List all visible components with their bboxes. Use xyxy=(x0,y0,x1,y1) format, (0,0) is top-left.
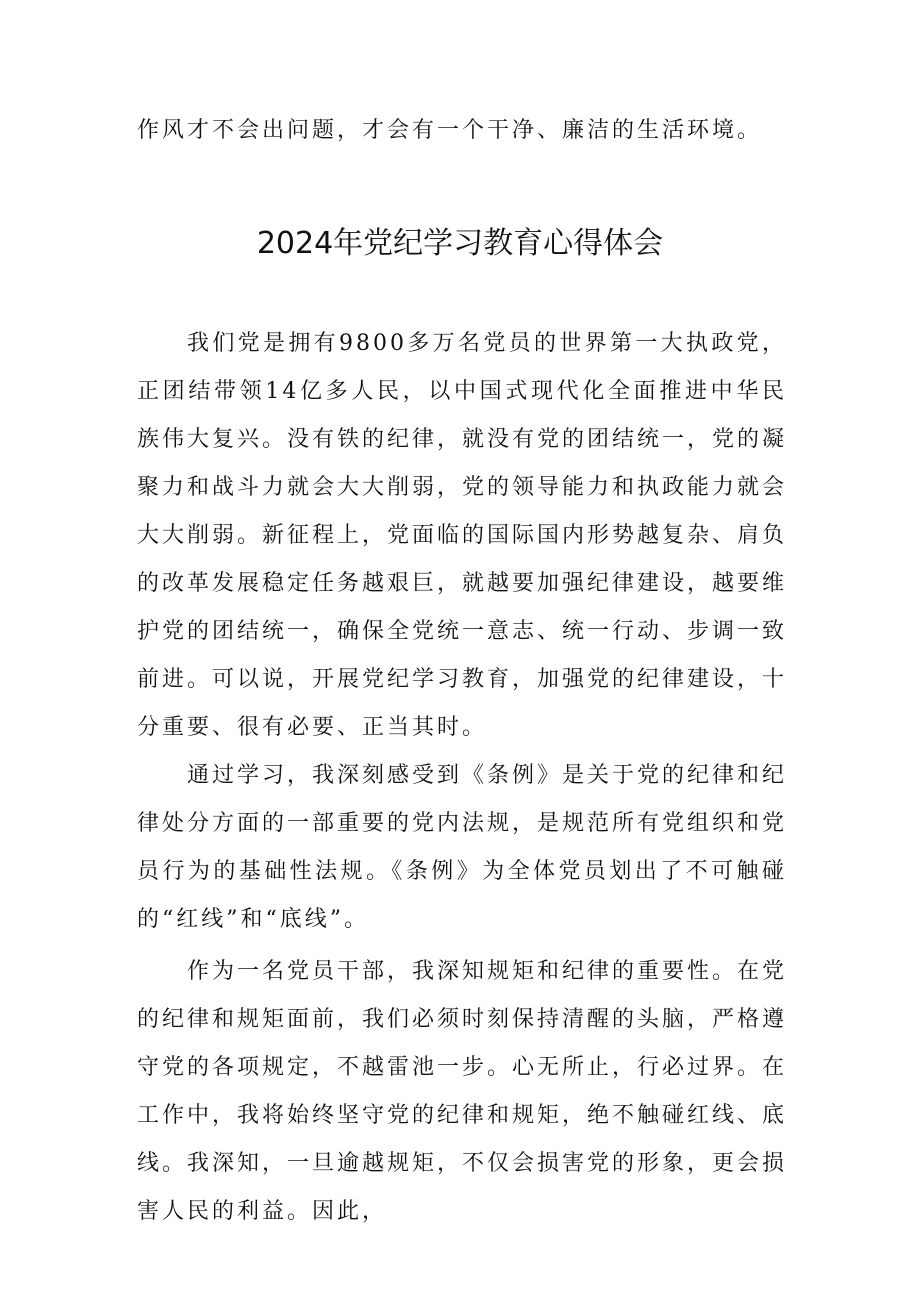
paragraph-1: 我们党是拥有9800多万名党员的世界第一大执政党，正团结带领14亿多人民，以中国式现代化全面推进中华民族伟大复兴。没有铁的纪律，就没有党的团结统一，党的凝聚力和战斗力就会大大削弱，党的领导能力和执政能力就会大大削弱。新征程上，党面临的国际国内形势越复杂、肩负的改革发展稳定任务越艰巨，就越要加强纪律建设，越要维护党的团结统一，确保全党统一意志、统一行动、步调一致前进。可以说，开展党纪学习教育，加强党的纪律建设，十分重要、很有必要、正当其时。 xyxy=(137,331,788,740)
document-title: 2024年党纪学习教育心得体会 xyxy=(256,226,664,261)
body-section-1 xyxy=(137,320,787,944)
paragraph-2: 通过学习，我深刻感受到《条例》是关于党的纪律和纪律处分方面的一部重要的党内法规，是规范所有党组织和党员行为的基础性法规。《条例》为全体党员划出了不可触碰的“红线”和“底线”。 xyxy=(137,763,788,932)
paragraph-3: 作为一名党员干部，我深知规矩和纪律的重要性。在党的纪律和规矩面前，我们必须时刻保持清醒的头脑，严格遵守党的各项规定，不越雷池一步。心无所止，行必过界。在工作中，我将始终坚守党的纪律和规矩，绝不触碰红线、底线。我深知，一旦逾越规矩，不仅会损害党的形象，更会损害人民的利益。因此， xyxy=(137,959,788,1224)
lead-fragment: 作风才不会出问题，才会有一个干净、廉洁的生活环境。 xyxy=(137,118,763,143)
body-section-2 xyxy=(137,948,787,1236)
